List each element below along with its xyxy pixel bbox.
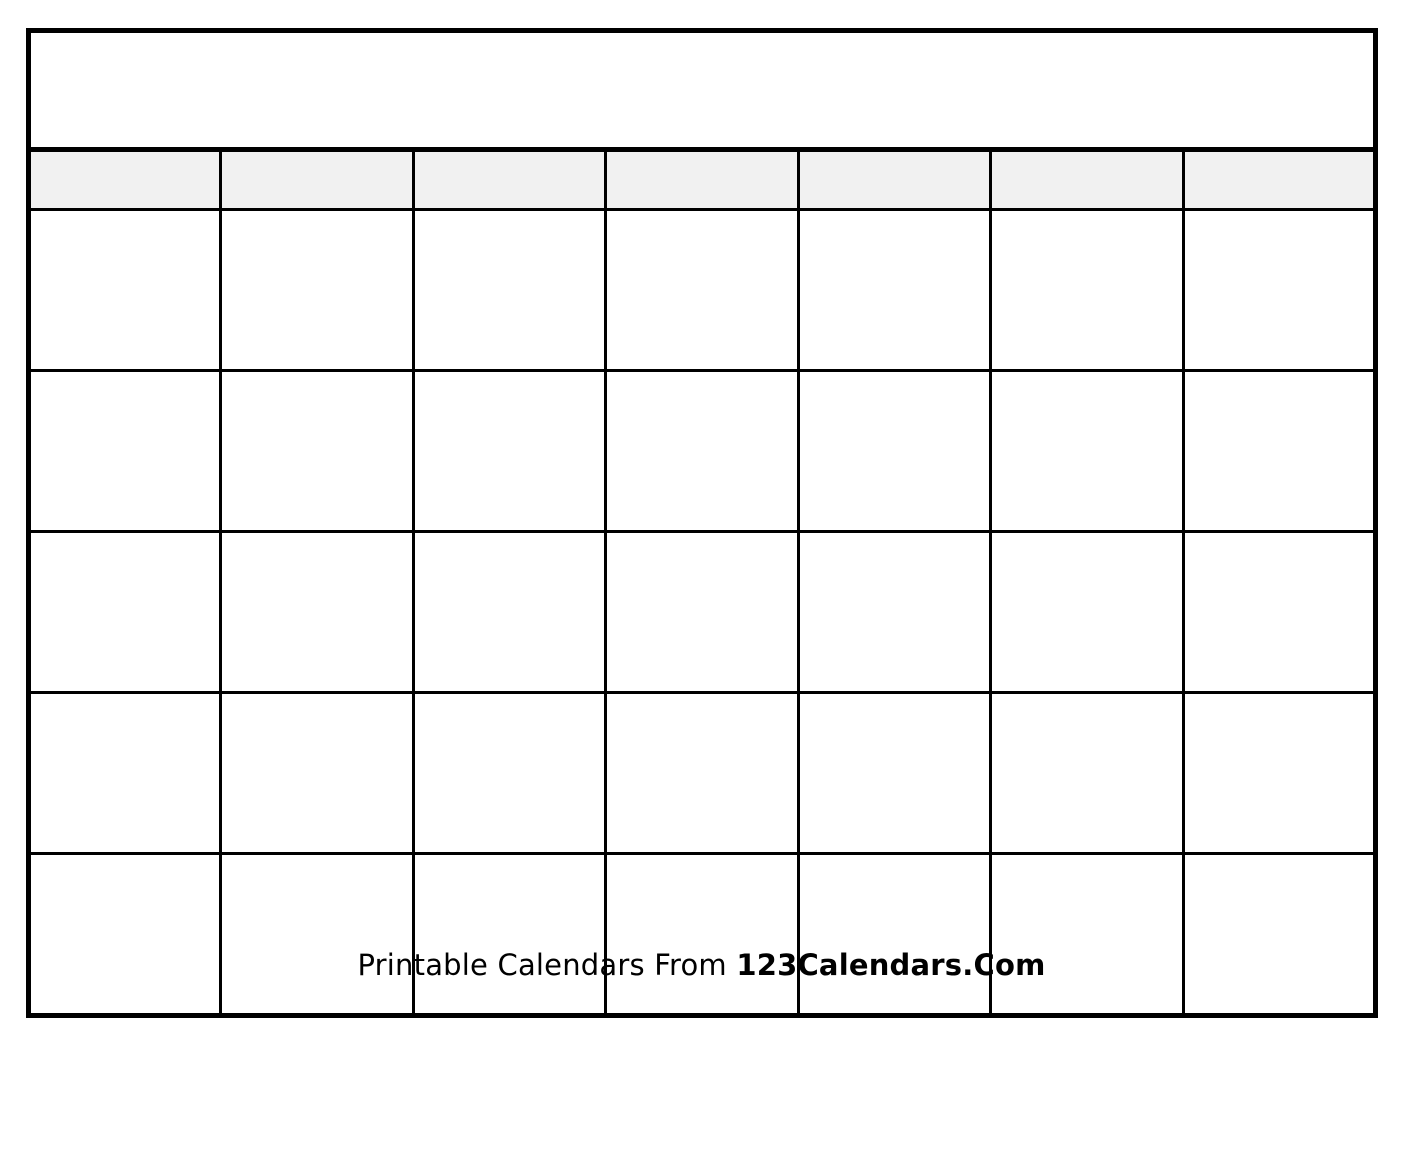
day-cell[interactable] xyxy=(29,854,221,1016)
footer-brand[interactable]: 123Calendars.Com xyxy=(736,948,1046,982)
day-cell[interactable] xyxy=(1183,693,1375,854)
calendar-week-row xyxy=(29,693,1376,854)
calendar-title[interactable] xyxy=(29,31,1376,150)
day-cell[interactable] xyxy=(606,693,798,854)
day-cell[interactable] xyxy=(413,210,605,371)
day-cell[interactable] xyxy=(29,693,221,854)
day-cell[interactable] xyxy=(221,532,413,693)
weekday-header-3[interactable] xyxy=(606,150,798,210)
day-cell[interactable] xyxy=(413,693,605,854)
day-cell[interactable] xyxy=(991,210,1183,371)
day-cell[interactable] xyxy=(1183,854,1375,1016)
weekday-header-1[interactable] xyxy=(221,150,413,210)
day-cell[interactable] xyxy=(991,532,1183,693)
day-cell[interactable] xyxy=(221,371,413,532)
day-cell[interactable] xyxy=(221,854,413,1016)
day-cell[interactable] xyxy=(606,854,798,1016)
day-cell[interactable] xyxy=(221,210,413,371)
weekday-header-row xyxy=(29,150,1376,210)
day-cell[interactable] xyxy=(991,693,1183,854)
day-cell[interactable] xyxy=(29,532,221,693)
day-cell[interactable] xyxy=(798,854,990,1016)
weekday-header-0[interactable] xyxy=(29,150,221,210)
day-cell[interactable] xyxy=(221,693,413,854)
day-cell[interactable] xyxy=(798,210,990,371)
calendar-week-row xyxy=(29,371,1376,532)
weekday-header-5[interactable] xyxy=(991,150,1183,210)
day-cell[interactable] xyxy=(606,371,798,532)
weekday-header-4[interactable] xyxy=(798,150,990,210)
footer-text: Printable Calendars From xyxy=(357,948,737,982)
calendar-week-row xyxy=(29,854,1376,1016)
blank-calendar-table xyxy=(26,28,1378,1018)
day-cell[interactable] xyxy=(413,854,605,1016)
day-cell[interactable] xyxy=(606,210,798,371)
day-cell[interactable] xyxy=(29,371,221,532)
day-cell[interactable] xyxy=(1183,532,1375,693)
day-cell[interactable] xyxy=(606,532,798,693)
day-cell[interactable] xyxy=(798,532,990,693)
day-cell[interactable] xyxy=(991,371,1183,532)
calendar-week-row xyxy=(29,532,1376,693)
day-cell[interactable] xyxy=(1183,210,1375,371)
day-cell[interactable] xyxy=(798,371,990,532)
weekday-header-2[interactable] xyxy=(413,150,605,210)
calendar-title-row xyxy=(29,31,1376,150)
day-cell[interactable] xyxy=(991,854,1183,1016)
day-cell[interactable] xyxy=(1183,371,1375,532)
day-cell[interactable] xyxy=(798,693,990,854)
day-cell[interactable] xyxy=(29,210,221,371)
weekday-header-6[interactable] xyxy=(1183,150,1375,210)
day-cell[interactable] xyxy=(413,532,605,693)
calendar-container xyxy=(26,28,1378,1018)
footer-credit xyxy=(0,948,1403,982)
calendar-week-row xyxy=(29,210,1376,371)
day-cell[interactable] xyxy=(413,371,605,532)
